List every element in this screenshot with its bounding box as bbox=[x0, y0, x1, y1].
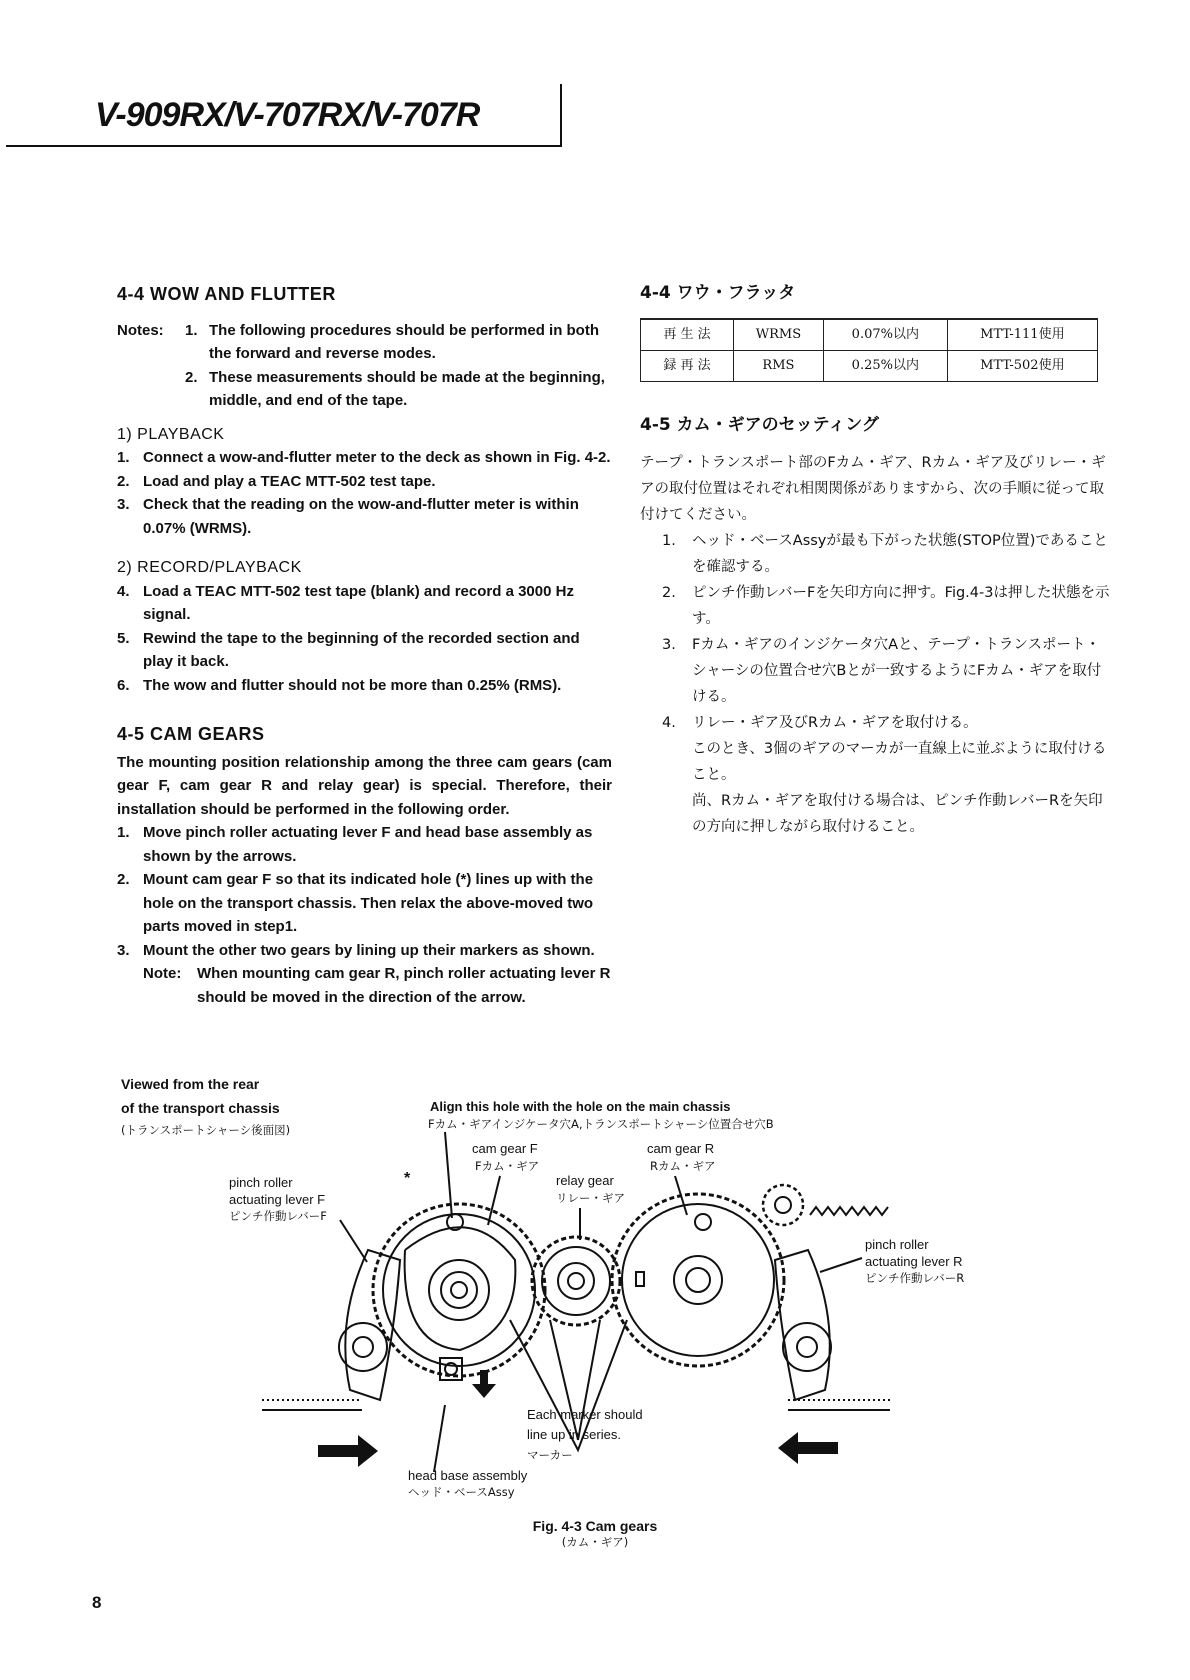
cam-gear-r-hole bbox=[695, 1214, 711, 1230]
step-number: 5. bbox=[117, 629, 130, 647]
model-title: V-909RX/V-707RX/V-707R bbox=[95, 96, 480, 134]
step-number: 1. bbox=[117, 449, 130, 466]
viewed-from-jp: (トランスポートシャーシ後面図) bbox=[121, 1123, 291, 1137]
cam-gear-f-jp: Fカム・ギア bbox=[475, 1159, 540, 1173]
align-label-jp: Fカム・ギアインジケータ穴A,トランスポートシャーシ位置合せ穴B bbox=[428, 1117, 774, 1131]
pinch-roller-r bbox=[783, 1323, 831, 1371]
small-gear bbox=[763, 1185, 803, 1225]
step-text: Fカム・ギアのインジケータ穴Aと、テープ・トランスポート・シャーシの位置合せ穴Bとが一致するようにFカム・ギアを取付ける。 bbox=[692, 637, 1102, 705]
relay-gear-center bbox=[568, 1273, 584, 1289]
step-number: 2. bbox=[662, 585, 676, 601]
cam-gear-r-teeth bbox=[612, 1194, 784, 1366]
step-text: ピンチ作動レバーFを矢印方向に押す。Fig.4-3は押した状態を示す。 bbox=[692, 585, 1110, 627]
jp-section-4-5-heading: 4-5 カム・ギアのセッティング bbox=[640, 415, 879, 435]
marker-line: Each marker should bbox=[527, 1407, 643, 1422]
step-text: The wow and flutter should not be more than 0.25% (RMS). bbox=[143, 676, 562, 694]
note-label: Note: bbox=[143, 965, 182, 982]
step-text: Check that the reading on the wow-and-flutter meter is within 0.07% (WRMS). bbox=[143, 496, 579, 537]
lever-r-leader-line bbox=[820, 1258, 862, 1272]
step-number: 3. bbox=[117, 496, 130, 513]
step-text: Mount cam gear F so that its indicated hole (*) lines up with the hole on the transport chassis. Then relax the above-moved two parts moved in step1. bbox=[143, 871, 594, 935]
step-number: 2. bbox=[117, 871, 130, 888]
note-text: When mounting cam gear R, pinch roller actuating lever R should be moved in the direction of the arrow. bbox=[197, 965, 611, 1006]
step-number: 3. bbox=[117, 941, 130, 959]
arrow-left-icon bbox=[778, 1432, 838, 1464]
step-text: Load a TEAC MTT-502 test tape (blank) and record a 3000 Hz signal. bbox=[143, 582, 574, 623]
table-cell: RMS bbox=[733, 351, 823, 382]
jp-intro: テープ・トランスポート部のFカム・ギア、Rカム・ギア及びリレー・ギアの取付位置はそれぞれ相関関係がありますから、次の手順に従って取付けてください。 bbox=[640, 455, 1106, 523]
marker-jp: マーカー bbox=[527, 1448, 573, 1462]
cam-gears-intro: The mounting position relationship among the three cam gears (cam gear F, cam gear R and relay gear) is special. Therefore, their installation should be performed in the following order. bbox=[117, 753, 612, 818]
section-4-5-heading: 4-5 CAM GEARS bbox=[117, 724, 265, 744]
viewed-from-line: Viewed from the rear bbox=[121, 1076, 260, 1092]
cam-gear-r-label: cam gear R bbox=[647, 1141, 715, 1156]
relay-gear-body bbox=[542, 1247, 610, 1315]
marker-alignment-lines bbox=[510, 1320, 627, 1450]
pinch-roller-f-center bbox=[353, 1337, 373, 1357]
note-number: 2. bbox=[185, 368, 198, 386]
step-text: リレー・ギア及びRカム・ギアを取付ける。 bbox=[692, 715, 978, 731]
step-text: ヘッド・ベースAssyが最も下がった状態(STOP位置)であることを確認する。 bbox=[692, 533, 1108, 575]
table-cell: MTT-111使用 bbox=[947, 319, 1097, 351]
lever-f-jp: ピンチ作動レバーF bbox=[229, 1209, 327, 1223]
step-number: 1. bbox=[117, 824, 130, 841]
head-base-jp: ヘッド・ベースAssy bbox=[408, 1485, 515, 1499]
star-mark: * bbox=[404, 1170, 411, 1187]
relay-gear-hub bbox=[558, 1263, 594, 1299]
step-number: 4. bbox=[662, 715, 676, 731]
table-cell: 録 再 法 bbox=[641, 351, 734, 382]
cam-gear-r-center bbox=[686, 1268, 710, 1292]
cam-gear-f-cam-track bbox=[405, 1227, 516, 1350]
viewed-from-line: of the transport chassis bbox=[121, 1100, 280, 1116]
cam-gear-f-label: cam gear F bbox=[472, 1141, 538, 1156]
table-cell: MTT-502使用 bbox=[947, 351, 1097, 382]
arrow-right-icon bbox=[318, 1435, 378, 1467]
step-text: Move pinch roller actuating lever F and head base assembly as shown by the arrows. bbox=[143, 824, 593, 865]
step-number: 4. bbox=[117, 582, 130, 600]
table-cell: 0.25%以内 bbox=[823, 351, 947, 382]
lever-r-line: pinch roller bbox=[865, 1237, 929, 1252]
lever-f-line: pinch roller bbox=[229, 1175, 293, 1190]
small-gear-center bbox=[775, 1197, 791, 1213]
cam-f-leader-line bbox=[488, 1176, 500, 1225]
table-cell: 再 生 法 bbox=[641, 319, 734, 351]
head-base-leader-line bbox=[434, 1405, 445, 1472]
arrow-down-icon bbox=[472, 1370, 496, 1398]
table-cell: WRMS bbox=[733, 319, 823, 351]
section-4-4-heading: 4-4 WOW AND FLUTTER bbox=[117, 284, 336, 304]
cam-gear-r-jp: Rカム・ギア bbox=[650, 1159, 716, 1173]
step-text: Rewind the tape to the beginning of the recorded section and play it back. bbox=[143, 629, 580, 670]
record-title: 2) RECORD/PLAYBACK bbox=[117, 559, 302, 576]
lever-r-line: actuating lever R bbox=[865, 1254, 963, 1269]
page-number: 8 bbox=[92, 1593, 102, 1612]
cam-gear-f-hub bbox=[429, 1260, 489, 1320]
spring bbox=[810, 1207, 888, 1215]
caption-jp: (カム・ギア) bbox=[561, 1535, 629, 1549]
cam-gear-f-center bbox=[451, 1282, 467, 1298]
lever-r-jp: ピンチ作動レバーR bbox=[865, 1271, 965, 1285]
table-cell: 0.07%以内 bbox=[823, 319, 947, 351]
relay-gear-label: relay gear bbox=[556, 1173, 614, 1188]
cam-gear-r-marker bbox=[636, 1272, 644, 1286]
marker-line: line up in series. bbox=[527, 1427, 621, 1442]
cam-gear-r-hub bbox=[674, 1256, 722, 1304]
step-text: Connect a wow-and-flutter meter to the deck as shown in Fig. 4-2. bbox=[143, 449, 611, 466]
notes-label: Notes: bbox=[117, 321, 164, 339]
align-label: Align this hole with the hole on the main chassis bbox=[430, 1099, 731, 1114]
relay-gear-jp: リレー・ギア bbox=[556, 1191, 625, 1205]
step-number: 2. bbox=[117, 472, 130, 490]
jp-step4-extra: このとき、3個のギアのマーカが一直線上に並ぶように取付けること。 bbox=[692, 741, 1107, 783]
jp-step4-extra: 尚、Rカム・ギアを取付ける場合は、ピンチ作動レバーRを矢印の方向に押しながら取付けること。 bbox=[692, 793, 1103, 835]
cam-gear-f-hub-inner bbox=[441, 1272, 477, 1308]
head-base-marker bbox=[440, 1358, 462, 1380]
head-base-line: head base assembly bbox=[408, 1468, 528, 1483]
step-number: 6. bbox=[117, 676, 130, 694]
caption-en: Fig. 4-3 Cam gears bbox=[532, 1518, 658, 1534]
step-text: Mount the other two gears by lining up their markers as shown. bbox=[143, 941, 595, 959]
step-text: Load and play a TEAC MTT-502 test tape. bbox=[143, 472, 436, 490]
note-text: These measurements should be made at the beginning, middle, and end of the tape. bbox=[209, 368, 605, 409]
playback-title: 1) PLAYBACK bbox=[117, 425, 225, 443]
step-number: 3. bbox=[662, 637, 676, 653]
pinch-roller-r-center bbox=[797, 1337, 817, 1357]
step-number: 1. bbox=[662, 533, 676, 549]
jp-section-4-4-heading: 4-4 ワウ・フラッタ bbox=[640, 283, 796, 303]
note-number: 1. bbox=[185, 321, 198, 339]
lever-f-leader-line bbox=[340, 1220, 367, 1262]
lever-f-line: actuating lever F bbox=[229, 1192, 326, 1207]
note-text: The following procedures should be performed in both the forward and reverse modes. bbox=[209, 321, 600, 362]
